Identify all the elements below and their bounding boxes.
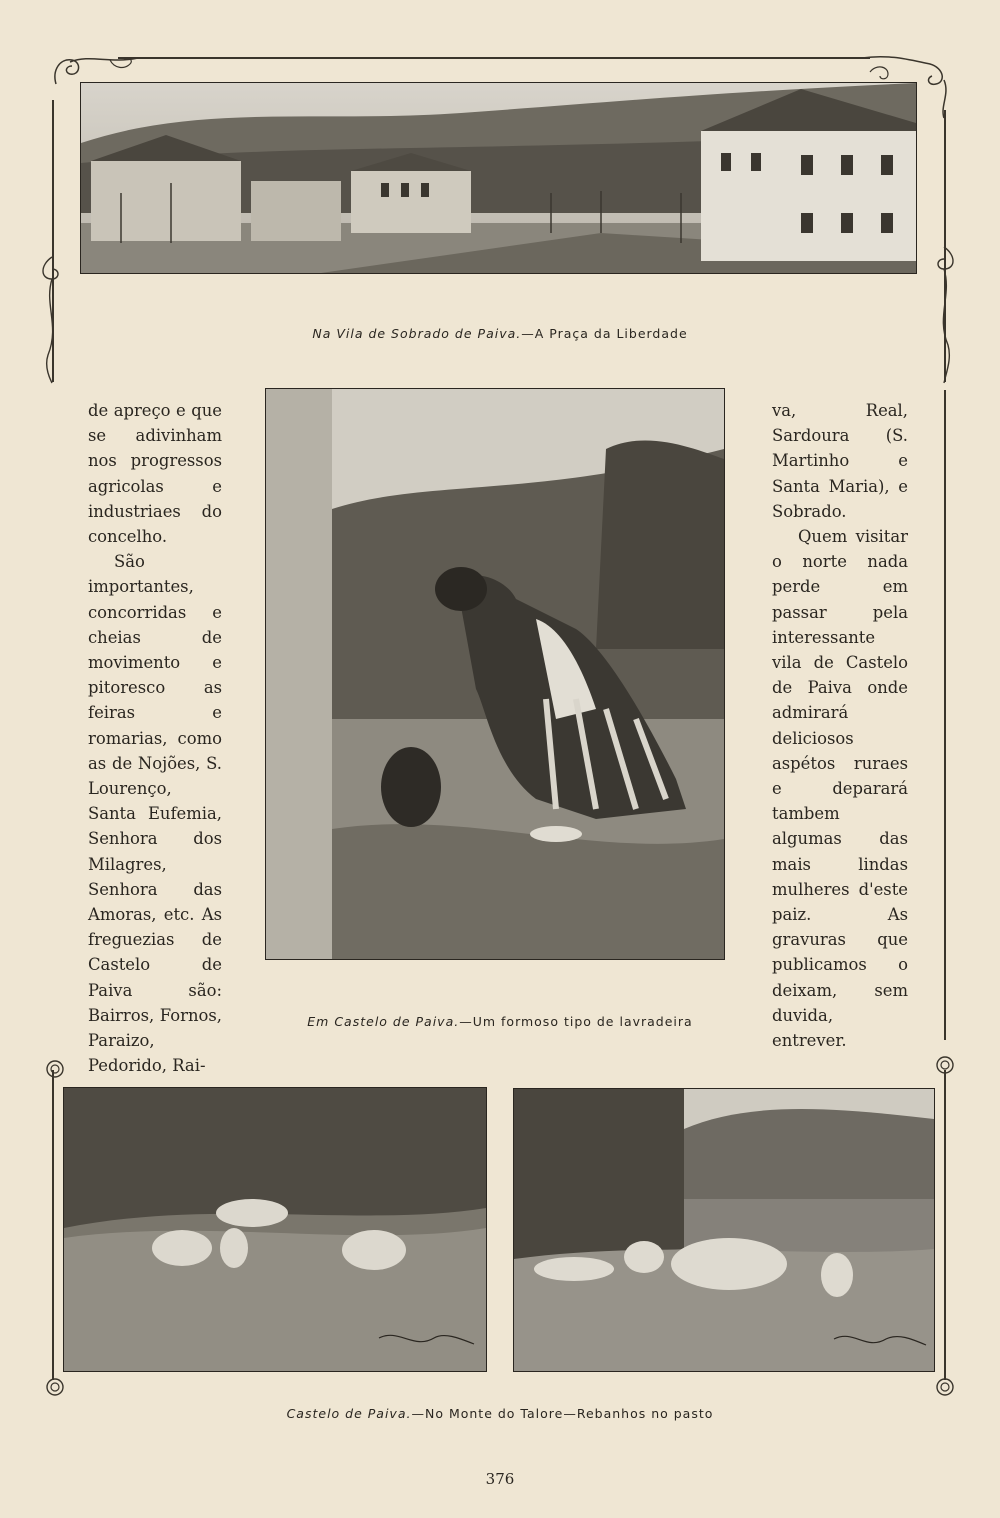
bottom-caption-place: Castelo de Paiva. <box>286 1406 412 1421</box>
spiral-ornament-right-1 <box>934 1054 956 1076</box>
bottom-photos-caption <box>0 1406 1000 1421</box>
sheep-right-illustration <box>514 1089 934 1371</box>
middle-caption-rest: —Um formoso tipo de lavradeira <box>459 1014 693 1029</box>
town-square-illustration <box>81 83 916 273</box>
scroll-ornament-right-middle <box>930 245 960 385</box>
sheep-left-illustration <box>64 1088 486 1371</box>
spiral-ornament-left-2 <box>44 1376 66 1398</box>
lavradeira-photo <box>265 388 725 960</box>
top-photo-caption <box>0 326 1000 341</box>
scroll-ornament-left-middle <box>36 255 66 385</box>
praca-da-liberdade-photo <box>80 82 917 274</box>
frame-bottom-right-line <box>944 1070 946 1380</box>
middle-caption-place: Em Castelo de Paiva. <box>307 1014 460 1029</box>
left-text-column <box>88 398 222 1078</box>
frame-top-line <box>118 57 870 59</box>
frame-right-line-lower <box>944 390 946 1040</box>
top-caption-rest: —A Praça da Liberdade <box>521 326 688 341</box>
right-paragraph-1: va, Real, Sardoura (S. Martinho e Santa Maria), e Sobrado. <box>772 401 908 521</box>
rebanhos-photo-left <box>63 1087 487 1372</box>
right-text-column <box>772 398 908 1053</box>
right-paragraph-2: Quem visitar o norte nada perde em passar pela interessante vila de Castelo de Paiva onde admirará deliciosos aspétos ruraes e deparará tambem algumas das mais lindas mulheres d'este paiz. As gravuras que publicamos o deixam, sem duvida, entrever. <box>772 527 908 1051</box>
bottom-caption-rest: —No Monte do Talore—Rebanhos no pasto <box>411 1406 714 1421</box>
spiral-ornament-left-1 <box>44 1058 66 1080</box>
left-paragraph-1: de apreço e que se adivinham nos progressos agricolas e industriaes do concelho. <box>88 401 222 547</box>
page-number: 376 <box>485 1470 515 1488</box>
left-paragraph-2: São importantes, concorridas e cheias de movimento e pitoresco as feiras e romarias, como as de Nojões, S. Lourenço, Santa Eufemia, Senhora dos Milagres, Senhora das Amoras, etc. As freguezias de Castelo de Paiva são: Bairros, Fornos, Paraizo, Pedorido, Rai- <box>88 552 222 1076</box>
top-caption-place: Na Vila de Sobrado de Paiva. <box>312 326 522 341</box>
lavradeira-illustration <box>266 389 724 959</box>
spiral-ornament-right-2 <box>934 1376 956 1398</box>
frame-bottom-left-line <box>52 1070 54 1380</box>
rebanhos-photo-right <box>513 1088 935 1372</box>
